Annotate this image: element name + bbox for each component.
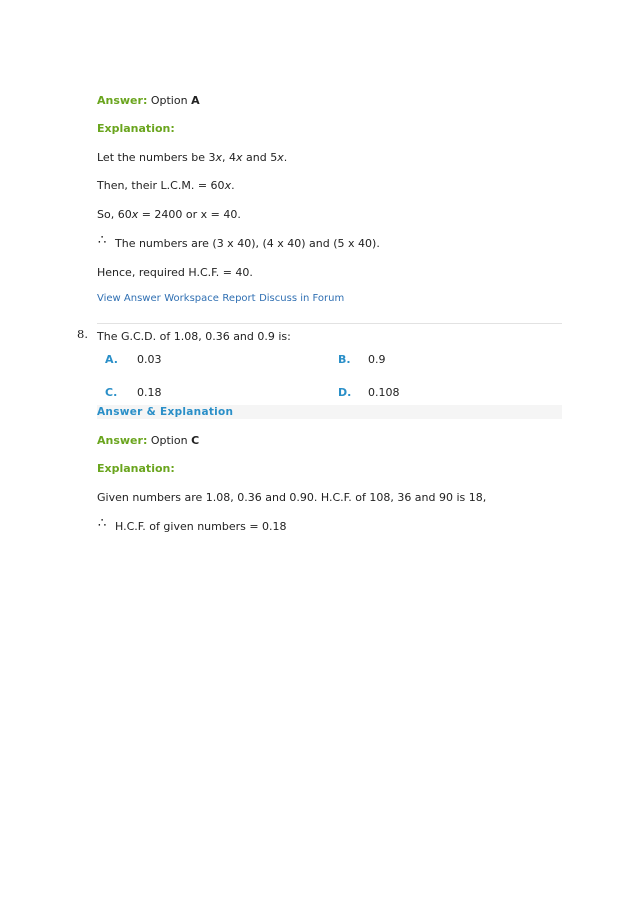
therefore-icon: ∴ (98, 233, 106, 248)
answer-text: Option (150, 434, 188, 447)
text-segment: and 5 (242, 151, 278, 164)
answer-label: Answer: (97, 434, 148, 447)
option-a-value[interactable]: 0.03 (137, 353, 162, 366)
text-segment: = 2400 or x = 40. (138, 208, 241, 221)
text-segment: Then, their L.C.M. = 60 (97, 179, 225, 192)
explanation-line-3 (97, 208, 241, 221)
answer-label: Answer: (97, 94, 148, 107)
answer-option: C (191, 434, 200, 447)
discuss-in-forum-link[interactable]: Discuss in Forum (259, 293, 345, 304)
text-segment: Let the numbers be 3 (97, 151, 216, 164)
option-letter: A. (105, 353, 118, 366)
answer-line (97, 94, 200, 107)
option-a[interactable] (105, 353, 118, 366)
report-link[interactable]: Report (222, 293, 256, 304)
option-letter: B. (338, 353, 351, 366)
explanation-line-2 (97, 179, 235, 192)
answer-explanation-toggle[interactable]: Answer & Explanation (97, 406, 234, 418)
variable-x: x (277, 151, 284, 164)
variable-x: x (224, 179, 232, 192)
workspace-link[interactable]: Workspace (164, 293, 219, 304)
text-segment: So, 60 (97, 208, 132, 221)
question-text: The G.C.D. of 1.08, 0.36 and 0.9 is: (97, 330, 291, 343)
option-d-value[interactable]: 0.108 (368, 386, 400, 399)
option-letter: D. (338, 386, 352, 399)
explanation-line-4: The numbers are (3 x 40), (4 x 40) and (5 x 40). (115, 237, 380, 250)
option-b[interactable] (338, 353, 351, 366)
explanation-line-5: Hence, required H.C.F. = 40. (97, 266, 253, 279)
option-c-value[interactable]: 0.18 (137, 386, 162, 399)
explanation-line-1: Given numbers are 1.08, 0.36 and 0.90. H.C.F. of 108, 36 and 90 is 18, (97, 491, 487, 504)
answer-option: A (191, 94, 200, 107)
text-segment: . (231, 179, 235, 192)
variable-x: x (131, 208, 139, 221)
explanation-label: Explanation: (97, 462, 175, 475)
therefore-icon: ∴ (98, 516, 106, 531)
option-d[interactable] (338, 386, 351, 399)
variable-x: x (215, 151, 222, 164)
variable-x: x (235, 151, 243, 164)
option-letter: C. (105, 386, 118, 399)
view-answer-link[interactable]: View Answer (97, 293, 161, 304)
question-links (97, 291, 344, 304)
explanation-label: Explanation: (97, 122, 175, 135)
option-b-value[interactable]: 0.9 (368, 353, 386, 366)
divider (97, 323, 562, 324)
question-number: 8. (77, 327, 88, 341)
answer-text: Option (150, 94, 188, 107)
answer-line (97, 434, 199, 447)
text-segment: . (283, 151, 288, 164)
text-segment: , 4 (221, 151, 236, 164)
option-c[interactable] (105, 386, 117, 399)
explanation-line-1 (97, 151, 287, 164)
explanation-line-2: H.C.F. of given numbers = 0.18 (115, 520, 287, 533)
